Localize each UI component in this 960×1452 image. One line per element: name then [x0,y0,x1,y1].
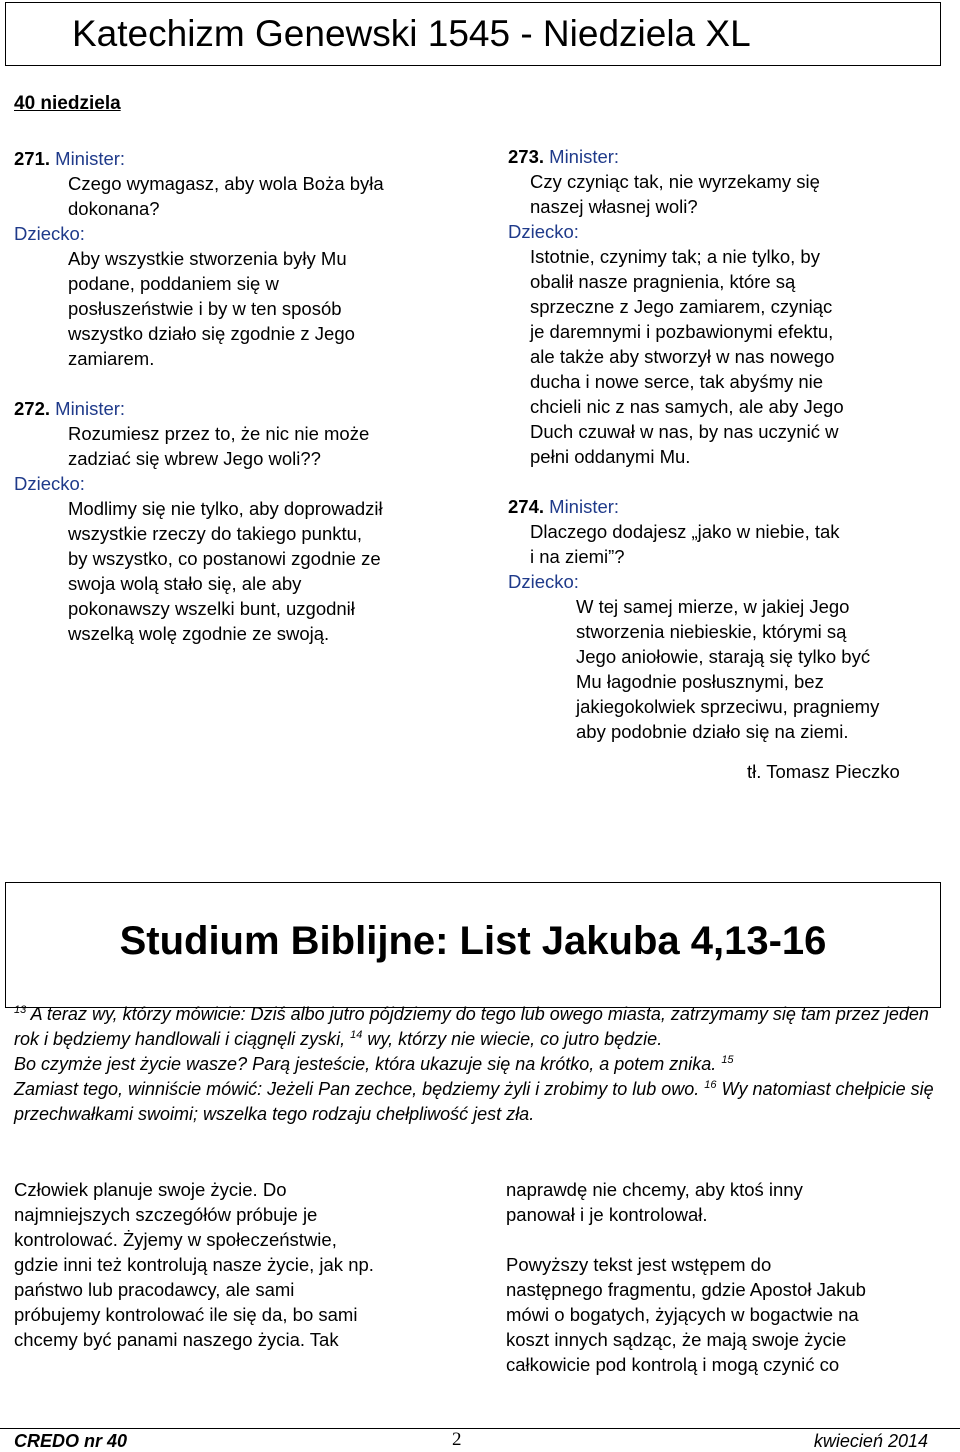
verse-number: 16 [704,1079,717,1091]
role-label: Minister: [55,148,126,169]
answer-line: W tej samej mierze, w jakiej Jego [576,596,850,617]
question-line: dokonana? [68,198,160,219]
verse-number: 13 [14,1004,27,1016]
answer-line: pełni oddanymi Mu. [530,446,691,467]
role-label: Dziecko: [14,223,85,244]
question-line: Dlaczego dodajesz „jako w niebie, tak [530,521,840,542]
verse-text: wy, którzy nie wiecie, co jutro będzie. [362,1029,663,1049]
answer-line: wszystko działo się zgodnie z Jego [68,323,355,344]
answer-line: obalił nasze pragnienia, które są [530,271,796,292]
text-line: chcemy być panami naszego życia. Tak [14,1329,339,1350]
answer-line: swoja wolą stało się, ale aby [68,573,302,594]
answer-line: Aby wszystkie stworzenia były Mu [68,248,347,269]
verse-number: 14 [350,1029,363,1041]
answer-line: je daremnymi i pozbawionymi efektu, [530,321,834,342]
verse-number: 15 [721,1054,734,1066]
text-line: naprawdę nie chcemy, aby ktoś inny [506,1179,803,1200]
answer-line: Jego aniołowie, starają się tylko być [576,646,871,667]
verse-text: Bo czymże jest życie wasze? Parą jesteście, która ukazuje się na krótko, a potem znika. [14,1054,722,1074]
answer-line: by wszystko, co postanowi zgodnie ze [68,548,381,569]
body-paragraph [506,1252,946,1377]
question-number: 273. [508,146,545,167]
text-line: najmniejszych szczegółów próbuje je [14,1204,318,1225]
answer-line: stworzenia niebieskie, którymi są [576,621,847,642]
header-box [5,2,941,66]
scripture-passage [14,1002,939,1127]
role-label: Minister: [549,496,620,517]
body-right-column [506,1177,946,1377]
page-number: 2 [452,1429,462,1450]
question-line: Czy czyniąc tak, nie wyrzekamy się [530,171,820,192]
answer-line: ale także aby stworzył w nas nowego [530,346,835,367]
answer-line: zamiarem. [68,348,155,369]
answer-line: chcieli nic z nas samych, ale aby Jego [530,396,844,417]
text-line: Człowiek planuje swoje życie. Do [14,1179,287,1200]
text-line: koszt innych sądząc, że mają swoje życie [506,1329,847,1350]
page-title: Katechizm Genewski 1545 - Niedziela XL [72,13,751,54]
text-line: gdzie inni też kontrolują nasze życie, jak np. [14,1254,374,1275]
body-left-column [14,1177,454,1352]
question-line: Rozumiesz przez to, że nic nie może [68,423,370,444]
answer-line: Mu łagodnie posłusznymi, bez [576,671,824,692]
issue-label: 40 niedziela [14,93,121,114]
page-footer [0,1428,960,1452]
study-title: Studium Biblijne: List Jakuba 4,13-16 [119,919,827,963]
translator-signature: tł. Tomasz Pieczko [747,761,900,782]
body-paragraph [506,1177,946,1227]
answer-line: wszystkie rzeczy do takiego punktu, [68,523,363,544]
text-line: całkowicie pod kontrolą i mogą czynić co [506,1354,840,1375]
footer-date: kwiecień 2014 [813,1431,928,1451]
verse-text: Wy natomiast chełpicie się przechwałkami swoimi; wszelka tego rodzaju chełpliwość jest zła. [14,1079,934,1124]
role-label: Dziecko: [508,221,579,242]
answer-line: ducha i nowe serce, tak abyśmy nie [530,371,824,392]
verse-text: Zamiast tego, winniście mówić: Jeżeli Pan zechce, będziemy żyli i zrobimy to lub owo. [14,1079,705,1099]
answer-line: podane, poddaniem się w [68,273,279,294]
text-line: Powyższy tekst jest wstępem do [506,1254,772,1275]
answer-line: aby podobnie działo się na ziemi. [576,721,849,742]
catechism-right-column [508,144,948,744]
question-line: i na ziemi”? [530,546,625,567]
question-number: 271. [14,148,51,169]
answer-line: Istotnie, czynimy tak; a nie tylko, by [530,246,820,267]
question-line: naszej własnej woli? [530,196,698,217]
text-line: panował i je kontrolował. [506,1204,708,1225]
study-title-box [5,882,941,1008]
answer-line: sprzeczne z Jego zamiarem, czyniąc [530,296,833,317]
role-label: Dziecko: [508,571,579,592]
text-line: próbujemy kontrolować ile się da, bo sami [14,1304,358,1325]
footer-publication: CREDO nr 40 [14,1431,128,1451]
body-paragraph [14,1177,454,1352]
answer-line: pokonawszy wszelki bunt, uzgodnił [68,598,355,619]
text-line: państwo lub pracodawcy, ale sami [14,1279,295,1300]
answer-line: posłuszeństwie i by w ten sposób [68,298,342,319]
question-line: zadziać się wbrew Jego woli?? [68,448,321,469]
text-line: kontrolować. Żyjemy w społeczeństwie, [14,1229,337,1250]
question-273 [508,144,948,469]
answer-line: wszelką wolę zgodnie ze swoją. [68,623,330,644]
question-line: Czego wymagasz, aby wola Boża była [68,173,384,194]
answer-line: Modlimy się nie tylko, aby doprowadził [68,498,383,519]
answer-line: Duch czuwał w nas, by nas uczynić w [530,421,839,442]
text-line: następnego fragmentu, gdzie Apostoł Jakub [506,1279,866,1300]
answer-line: jakiegokolwiek sprzeciwu, pragniemy [576,696,880,717]
verse-text: A teraz wy, którzy mówicie: Dziś albo jutro pójdziemy do tego lub owego miasta, zatrzymamy się tam przez jeden rok i będziemy handlowali i ciągnęli zyski, [14,1004,929,1049]
text-line: mówi o bogatych, żyjących w bogactwie na [506,1304,859,1325]
question-271 [14,146,464,371]
question-274 [508,494,948,744]
question-272 [14,396,464,646]
role-label: Minister: [55,398,126,419]
question-number: 272. [14,398,51,419]
question-number: 274. [508,496,545,517]
role-label: Minister: [549,146,620,167]
role-label: Dziecko: [14,473,85,494]
catechism-left-column [14,146,464,646]
